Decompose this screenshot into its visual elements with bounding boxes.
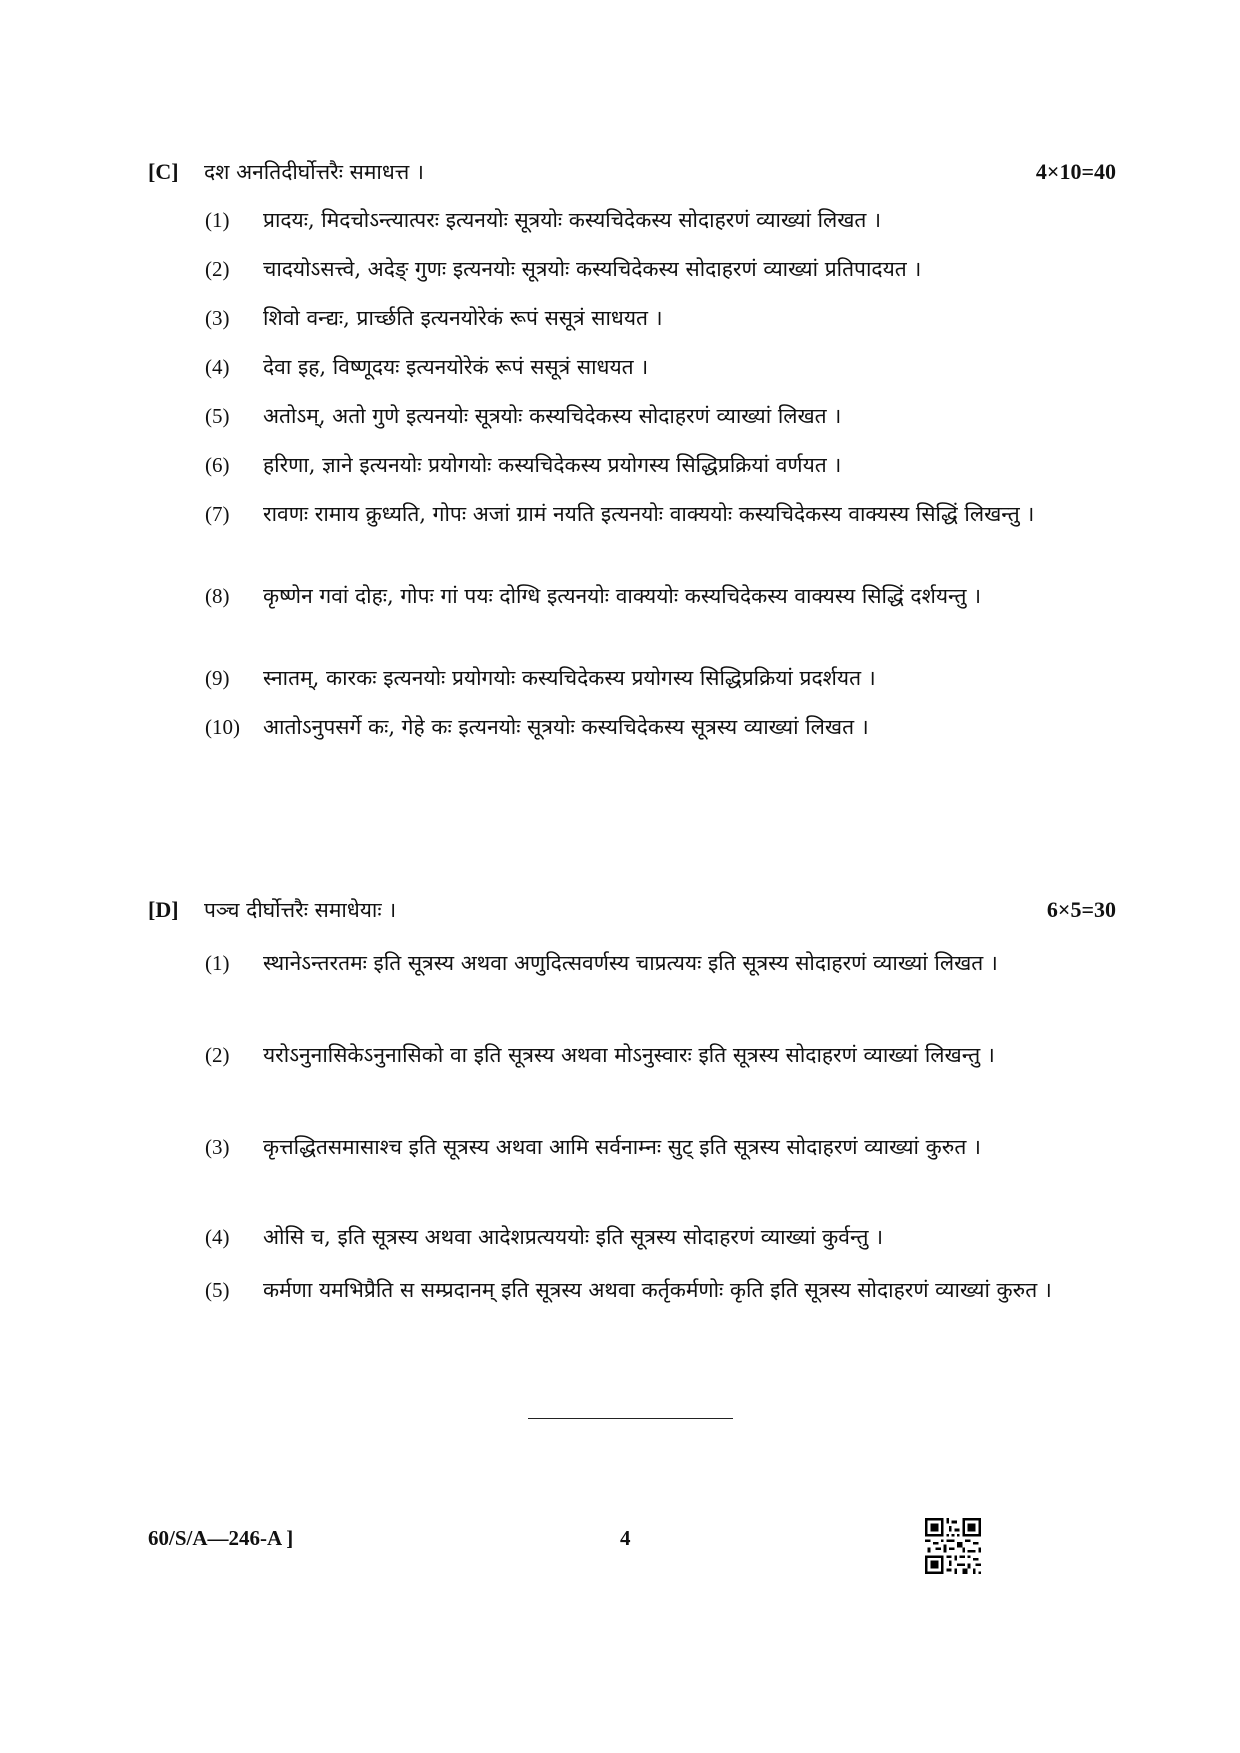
question-c-10 <box>205 709 1065 746</box>
question-d-4 <box>205 1219 1065 1256</box>
section-c-header <box>148 158 1116 186</box>
section-d-title: पञ्च दीर्घोत्तरैः समाधेयाः । <box>204 898 397 922</box>
question-number: (5) <box>205 404 230 428</box>
question-number: (3) <box>205 306 230 330</box>
question-number: (4) <box>205 355 230 379</box>
question-text: रावणः रामाय क्रुध्यति, गोपः अजां ग्रामं नयति इत्यनयोः वाक्ययोः कस्यचिदेकस्य वाक्यस्य सिद्धिं लिखन्तु । <box>263 502 1035 526</box>
question-text: कृष्णेन गवां दोहः, गोपः गां पयः दोग्धि इत्यनयोः वाक्ययोः कस्यचिदेकस्य वाक्यस्य सिद्धिं दर्शयन्तु । <box>263 584 982 608</box>
question-text: स्नातम्, कारकः इत्यनयोः प्रयोगयोः कस्यचिदेकस्य प्रयोगस्य सिद्धिप्रक्रियां प्रदर्शयत । <box>263 666 876 690</box>
question-d-1 <box>205 945 1065 982</box>
question-text: आतोऽनुपसर्गे कः, गेहे कः इत्यनयोः सूत्रयोः कस्यचिदेकस्य सूत्रस्य व्याख्यां लिखत । <box>263 715 869 739</box>
question-text: कर्मणा यमभिप्रैति स सम्प्रदानम् इति सूत्रस्य अथवा कर्तृकर्मणोः कृति इति सूत्रस्य सोदाहरणं व्याख्यां कुरुत । <box>263 1278 1052 1302</box>
question-d-3 <box>205 1129 1065 1166</box>
section-c-title: दश अनतिदीर्घोत्तरैः समाधत्त । <box>204 160 424 184</box>
question-text: शिवो वन्द्यः, प्रार्च्छति इत्यनयोरेकं रूपं ससूत्रं साधयत । <box>263 306 663 330</box>
section-d-marks: 6×5=30 <box>1046 897 1116 922</box>
question-number: (5) <box>205 1278 230 1302</box>
question-number: (9) <box>205 666 230 690</box>
question-text: स्थानेऽन्तरतमः इति सूत्रस्य अथवा अणुदित्सवर्णस्य चाप्रत्ययः इति सूत्रस्य सोदाहरणं व्याख्यां लिखत । <box>263 951 998 975</box>
section-d-letter: [D] <box>148 897 179 922</box>
question-number: (2) <box>205 257 230 281</box>
question-number: (4) <box>205 1225 230 1249</box>
paper-code: 60/S/A—246-A ] <box>148 1526 294 1550</box>
question-c-9 <box>205 660 1065 697</box>
question-c-4 <box>205 349 1065 386</box>
question-d-5 <box>205 1272 1065 1309</box>
question-number: (3) <box>205 1135 230 1159</box>
question-c-6 <box>205 447 1065 484</box>
question-text: चादयोऽसत्त्वे, अदेङ् गुणः इत्यनयोः सूत्रयोः कस्यचिदेकस्य सोदाहरणं व्याख्यां प्रतिपादयत । <box>263 257 922 281</box>
question-d-2 <box>205 1037 1065 1074</box>
question-c-5 <box>205 398 1065 435</box>
question-number: (10) <box>205 715 240 739</box>
question-text: यरोऽनुनासिकेऽनुनासिको वा इति सूत्रस्य अथवा मोऽनुस्वारः इति सूत्रस्य सोदाहरणं व्याख्यां लिखन्तु । <box>263 1043 995 1067</box>
question-number: (2) <box>205 1043 230 1067</box>
question-c-7 <box>205 496 1065 533</box>
section-d-header <box>148 896 1116 924</box>
end-divider <box>528 1418 733 1419</box>
question-text: देवा इह, विष्णूदयः इत्यनयोरेकं रूपं ससूत्रं साधयत । <box>263 355 649 379</box>
question-number: (1) <box>205 208 230 232</box>
question-text: हरिणा, ज्ञाने इत्यनयोः प्रयोगयोः कस्यचिदेकस्य प्रयोगस्य सिद्धिप्रक्रियां वर्णयत । <box>263 453 842 477</box>
question-text: कृत्तद्धितसमासाश्च इति सूत्रस्य अथवा आमि सर्वनाम्नः सुट् इति सूत्रस्य सोदाहरणं व्याख्यां कुरुत । <box>263 1135 981 1159</box>
question-number: (6) <box>205 453 230 477</box>
question-c-3 <box>205 300 1065 337</box>
question-text: प्रादयः, मिदचोऽन्त्यात्परः इत्यनयोः सूत्रयोः कस्यचिदेकस्य सोदाहरणं व्याख्यां लिखत । <box>263 208 882 232</box>
section-c-letter: [C] <box>148 159 179 184</box>
question-c-2 <box>205 251 1065 288</box>
question-c-1 <box>205 202 1065 239</box>
qr-code-icon <box>925 1518 981 1574</box>
question-number: (1) <box>205 951 230 975</box>
question-number: (7) <box>205 502 230 526</box>
question-c-8 <box>205 578 1065 615</box>
section-c-marks: 4×10=40 <box>1035 159 1116 184</box>
question-number: (8) <box>205 584 230 608</box>
question-text: अतोऽम्, अतो गुणे इत्यनयोः सूत्रयोः कस्यचिदेकस्य सोदाहरणं व्याख्यां लिखत । <box>263 404 842 428</box>
page-number: 4 <box>620 1526 631 1550</box>
question-text: ओसि च, इति सूत्रस्य अथवा आदेशप्रत्यययोः इति सूत्रस्य सोदाहरणं व्याख्यां कुर्वन्तु । <box>263 1225 884 1249</box>
